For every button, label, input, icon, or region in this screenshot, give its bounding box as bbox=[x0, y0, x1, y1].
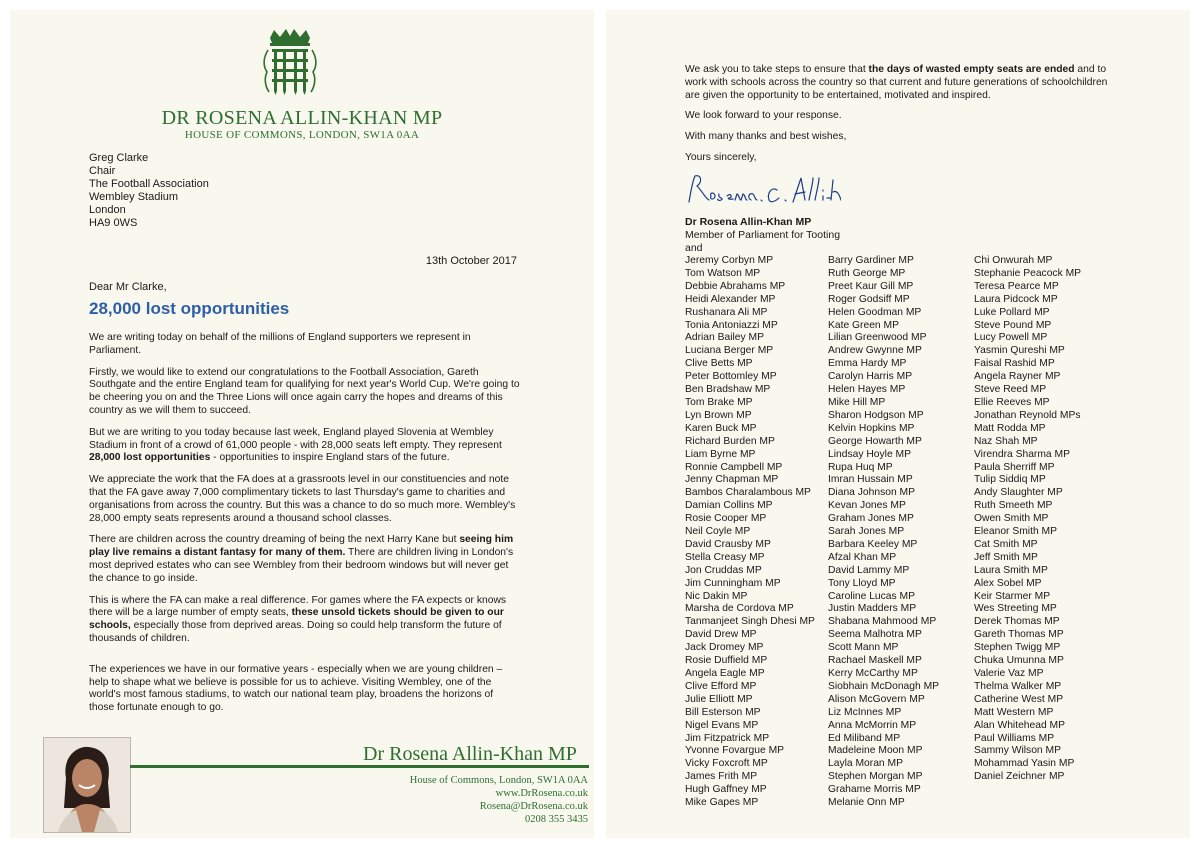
cosignatory-name: Kelvin Hopkins MP bbox=[828, 422, 915, 434]
cosignatory-name: David Drew MP bbox=[685, 629, 757, 641]
cosignatory-list-column-1 bbox=[685, 255, 815, 810]
cosignatory-name: Jim Fitzpatrick MP bbox=[685, 732, 770, 744]
cosignatory-name: Karen Buck MP bbox=[685, 422, 757, 434]
cosignatory-name: Graham Jones MP bbox=[828, 513, 914, 525]
cosignatory-name: Daniel Zeichner MP bbox=[974, 771, 1065, 783]
cosignatory-name: Eleanor Smith MP bbox=[974, 526, 1057, 538]
footer-name: Dr Rosena Allin-Khan MP bbox=[363, 743, 577, 765]
letterhead-address: HOUSE OF COMMONS, LONDON, SW1A 0AA bbox=[184, 129, 420, 141]
cosignatory-name: Rosie Cooper MP bbox=[685, 513, 767, 525]
cosignatory-name: Liam Byrne MP bbox=[685, 448, 756, 460]
sign-off: Yours sincerely, bbox=[685, 151, 757, 163]
cosignatory-name: Kate Green MP bbox=[828, 319, 899, 331]
cosignatory-name: Tanmanjeet Singh Dhesi MP bbox=[685, 616, 815, 628]
cosignatory-name: David Lammy MP bbox=[828, 564, 910, 576]
recipient-address bbox=[89, 152, 209, 230]
cosignatory-name: Diana Johnson MP bbox=[828, 487, 916, 499]
cosignatory-name: Valerie Vaz MP bbox=[974, 668, 1044, 679]
cosignatory-name: Gareth Thomas MP bbox=[974, 629, 1064, 641]
cosignatory-name: Helen Goodman MP bbox=[828, 306, 922, 318]
signer-name: Dr Rosena Allin-Khan MP bbox=[685, 216, 812, 228]
emphasis: seeing him play live remains a distant fantasy for many of them. bbox=[89, 534, 514, 559]
footer-divider bbox=[130, 765, 589, 768]
cosignatory-name: Sharon Hodgson MP bbox=[828, 409, 924, 421]
cosignatory-name: Roger Godsiff MP bbox=[828, 293, 910, 305]
cosignatory-name: Naz Shah MP bbox=[974, 435, 1038, 447]
cosignatory-name: Ben Bradshaw MP bbox=[685, 384, 771, 396]
letterhead-name: DR ROSENA ALLIN-KHAN MP bbox=[161, 107, 443, 129]
cosignatory-name: Matt Rodda MP bbox=[974, 422, 1046, 434]
cosignatory-name: David Crausby MP bbox=[685, 538, 771, 550]
cosignatory-name: Richard Burden MP bbox=[685, 435, 775, 447]
cosignatory-name: Stephen Twigg MP bbox=[974, 642, 1061, 654]
cosignatory-name: Nigel Evans MP bbox=[685, 719, 759, 731]
paragraph: We look forward to your response. bbox=[685, 110, 842, 122]
cosignatory-name: Catherine West MP bbox=[974, 693, 1064, 705]
cosignatory-name: Tony Lloyd MP bbox=[828, 577, 896, 589]
recipient-line: HA9 0WS bbox=[89, 217, 138, 229]
emphasis: the days of wasted empty seats are ended bbox=[868, 64, 1075, 75]
paragraph: This is where the FA can make a real difference. For games where the FA expects or knows there will be a large number of empty seats, these unsold tickets should be given to our schools, especially those from deprived areas. Doing so could help transform the future of thousands of children. bbox=[89, 594, 507, 644]
cosignatory-name: Lucy Powell MP bbox=[974, 332, 1048, 344]
cosignatory-name: Nic Dakin MP bbox=[685, 590, 748, 602]
cosignatory-name: Stephen Morgan MP bbox=[828, 771, 923, 783]
cosignatory-name: Heidi Alexander MP bbox=[685, 293, 776, 305]
cosignatory-name: Carolyn Harris MP bbox=[828, 371, 913, 383]
paragraph: There are children across the country dreaming of being the next Harry Kane but seeing him play live remains a distant fantasy for many of them. There are children living in London's most deprived estates who can see Wembley from their bedroom windows but will never get the chance to go inside. bbox=[89, 534, 514, 584]
cosignatory-name: Alan Whitehead MP bbox=[974, 719, 1066, 731]
cosignatory-name: Tom Brake MP bbox=[685, 396, 753, 408]
cosignatory-name: Anna McMorrin MP bbox=[828, 719, 917, 731]
cosignatory-name: Virendra Sharma MP bbox=[974, 448, 1070, 460]
cosignatory-list-column-2 bbox=[828, 255, 939, 810]
cosignatory-name: Ruth Smeeth MP bbox=[974, 500, 1053, 512]
portrait-illustration bbox=[44, 738, 130, 832]
cosignatory-name: Cat Smith MP bbox=[974, 538, 1038, 550]
cosignatory-name: Andrew Gwynne MP bbox=[828, 345, 922, 357]
cosignatory-name: Scott Mann MP bbox=[828, 642, 899, 654]
cosignatory-name: James Frith MP bbox=[685, 771, 758, 783]
cosignatory-name: Lindsay Hoyle MP bbox=[828, 448, 911, 460]
cosignatory-name: Julie Elliott MP bbox=[685, 693, 753, 705]
letter-page-1 bbox=[10, 10, 594, 838]
cosignatory-name: Caroline Lucas MP bbox=[828, 590, 915, 602]
cosignatories-intro: and bbox=[685, 242, 703, 254]
emphasis: these unsold tickets should be given to our schools, bbox=[89, 607, 504, 632]
cosignatory-name: Jon Cruddas MP bbox=[685, 564, 762, 576]
cosignatory-name: Jeremy Corbyn MP bbox=[685, 255, 774, 266]
cosignatory-name: Wes Streeting MP bbox=[974, 603, 1057, 615]
recipient-line: Wembley Stadium bbox=[89, 191, 179, 203]
cosignatory-list-column-3 bbox=[974, 255, 1081, 784]
cosignatory-name: Paula Sherriff MP bbox=[974, 461, 1055, 473]
recipient-line: London bbox=[89, 204, 126, 216]
mp-portrait-photo bbox=[43, 737, 131, 833]
cosignatory-name: Emma Hardy MP bbox=[828, 358, 907, 370]
cosignatory-name: Steve Reed MP bbox=[974, 384, 1047, 396]
cosignatory-name: Tonia Antoniazzi MP bbox=[685, 319, 778, 331]
cosignatory-name: Rupa Huq MP bbox=[828, 461, 893, 473]
cosignatory-name: Barry Gardiner MP bbox=[828, 255, 914, 266]
cosignatory-name: Alex Sobel MP bbox=[974, 577, 1042, 589]
cosignatory-name: Barbara Keeley MP bbox=[828, 538, 918, 550]
cosignatory-name: Madeleine Moon MP bbox=[828, 745, 923, 757]
cosignatory-name: Jack Dromey MP bbox=[685, 642, 764, 654]
cosignatory-name: Steve Pound MP bbox=[974, 319, 1052, 331]
letter-body-continued bbox=[685, 64, 1125, 173]
cosignatory-name: Shabana Mahmood MP bbox=[828, 616, 937, 628]
cosignatory-name: Mohammad Yasin MP bbox=[974, 758, 1075, 770]
cosignatory-name: Rosie Duffield MP bbox=[685, 655, 768, 667]
cosignatory-name: Preet Kaur Gill MP bbox=[828, 280, 914, 292]
cosignatory-name: Angela Rayner MP bbox=[974, 371, 1061, 383]
cosignatory-name: Siobhain McDonagh MP bbox=[828, 680, 940, 692]
cosignatory-name: Bambos Charalambous MP bbox=[685, 487, 811, 499]
recipient-line: Greg Clarke bbox=[89, 152, 149, 164]
paragraph: We ask you to take steps to ensure that the days of wasted empty seats are ended and to work with schools across the country so that current and future generations of schoolchildren are given the opportunity to be entertained, motivated and inspired. bbox=[685, 64, 1108, 101]
cosignatory-name: Teresa Pearce MP bbox=[974, 280, 1059, 292]
cosignatory-name: Jenny Chapman MP bbox=[685, 474, 779, 486]
cosignatory-name: Laura Smith MP bbox=[974, 564, 1048, 576]
cosignatory-name: Laura Pidcock MP bbox=[974, 293, 1058, 305]
cosignatory-name: Mike Hill MP bbox=[828, 396, 886, 408]
letter-headline: 28,000 lost opportunities bbox=[89, 299, 290, 318]
cosignatory-name: Damian Collins MP bbox=[685, 500, 773, 512]
cosignatory-name: Chi Onwurah MP bbox=[974, 255, 1053, 266]
cosignatory-name: Matt Western MP bbox=[974, 706, 1054, 718]
cosignatory-name: Clive Efford MP bbox=[685, 680, 757, 692]
cosignatory-name: Ronnie Campbell MP bbox=[685, 461, 783, 473]
cosignatory-name: Sarah Jones MP bbox=[828, 526, 905, 538]
emphasis: 28,000 lost opportunities bbox=[89, 452, 211, 464]
cosignatory-name: Rushanara Ali MP bbox=[685, 306, 768, 318]
cosignatory-name: Melanie Onn MP bbox=[828, 797, 905, 809]
cosignatory-name: Chuka Umunna MP bbox=[974, 655, 1064, 667]
cosignatory-name: Luke Pollard MP bbox=[974, 306, 1050, 318]
paragraph: But we are writing to you today because last week, England played Slovenia at Wembley Stadium in front of a crowd of 61,000 people - with 28,000 seats left empty. They represent 28,000 lost opportunities - opportunities to inspire England stars of the future. bbox=[89, 426, 502, 464]
cosignatory-name: Tulip Siddiq MP bbox=[974, 474, 1046, 486]
portcullis-logo-icon bbox=[260, 28, 320, 100]
cosignatory-name: Jonathan Reynold MPs bbox=[974, 409, 1081, 421]
footer-address: House of Commons, London, SW1A 0AA bbox=[409, 775, 588, 786]
footer-email-link[interactable]: Rosena@DrRosena.co.uk bbox=[479, 801, 588, 812]
cosignatory-name: Peter Bottomley MP bbox=[685, 371, 777, 383]
footer-website-link[interactable]: www.DrRosena.co.uk bbox=[495, 788, 588, 799]
footer-contact bbox=[330, 774, 588, 826]
cosignatory-name: Jim Cunningham MP bbox=[685, 577, 781, 589]
cosignatory-name: Thelma Walker MP bbox=[974, 680, 1062, 692]
cosignatory-name: Marsha de Cordova MP bbox=[685, 603, 794, 615]
paragraph: The experiences we have in our formative years - especially when we are young children – help to shape what we believe is possible for us to achieve. Visiting Wembley, one of the world's most famous stadiums, to watch our national team play, broadens the horizons of those fortunate enough to go. bbox=[89, 663, 503, 714]
cosignatory-name: Ellie Reeves MP bbox=[974, 396, 1050, 408]
cosignatory-name: Derek Thomas MP bbox=[974, 616, 1060, 628]
cosignatory-name: Paul Williams MP bbox=[974, 732, 1055, 744]
paragraph: With many thanks and best wishes, bbox=[685, 131, 847, 143]
cosignatory-name: Stella Creasy MP bbox=[685, 551, 765, 563]
cosignatory-name: Lyn Brown MP bbox=[685, 409, 752, 421]
cosignatory-name: Kevan Jones MP bbox=[828, 500, 906, 512]
cosignatory-name: Clive Betts MP bbox=[685, 358, 753, 370]
cosignatory-name: Sammy Wilson MP bbox=[974, 745, 1061, 757]
paragraph: Firstly, we would like to extend our congratulations to the Football Association, Gareth Southgate and the entire England team for qualifying for next year's World Cup. We're going to be cheering you on and the Three Lions will once again carry the hopes and dreams of this country as we will them to succeed. bbox=[89, 366, 520, 416]
cosignatory-name: Kerry McCarthy MP bbox=[828, 668, 918, 679]
cosignatory-name: Layla Moran MP bbox=[828, 758, 903, 770]
cosignatory-name: Andy Slaughter MP bbox=[974, 487, 1063, 499]
cosignatory-name: Vicky Foxcroft MP bbox=[685, 758, 768, 770]
paragraph: We appreciate the work that the FA does at a grassroots level in our constituencies and note that the FA gave away 7,000 complimentary tickets to last Thursday's game to charities and organisations from across the country. But this was a chance to do so much more. Wembley's 28,000 empty seats represents around a thousand school classes. bbox=[89, 474, 516, 524]
signer-title: Member of Parliament for Tooting bbox=[685, 229, 841, 241]
cosignatory-name: Keir Starmer MP bbox=[974, 590, 1051, 602]
recipient-line: The Football Association bbox=[89, 178, 209, 190]
cosignatory-name: George Howarth MP bbox=[828, 435, 922, 447]
recipient-line: Chair bbox=[89, 165, 116, 177]
cosignatory-name: Neil Coyle MP bbox=[685, 526, 751, 538]
cosignatory-name: Rachael Maskell MP bbox=[828, 655, 922, 667]
cosignatory-name: Seema Malhotra MP bbox=[828, 629, 922, 641]
cosignatory-name: Helen Hayes MP bbox=[828, 384, 906, 396]
letter-page-2 bbox=[606, 10, 1190, 838]
cosignatory-name: Yasmin Qureshi MP bbox=[974, 345, 1065, 357]
cosignatory-name: Ruth George MP bbox=[828, 267, 906, 279]
footer-phone: 0208 355 3435 bbox=[525, 814, 588, 825]
cosignatory-name: Liz McInnes MP bbox=[828, 706, 902, 718]
cosignatory-name: Faisal Rashid MP bbox=[974, 358, 1055, 370]
cosignatory-name: Ed Miliband MP bbox=[828, 732, 901, 744]
cosignatory-name: Jeff Smith MP bbox=[974, 551, 1038, 563]
cosignatory-name: Stephanie Peacock MP bbox=[974, 267, 1082, 279]
cosignatory-name: Grahame Morris MP bbox=[828, 784, 921, 796]
cosignatory-name: Mike Gapes MP bbox=[685, 797, 759, 809]
cosignatory-name: Angela Eagle MP bbox=[685, 668, 765, 679]
paragraph: We are writing today on behalf of the millions of England supporters we represent in Parliament. bbox=[89, 332, 471, 356]
handwritten-signature bbox=[681, 170, 841, 210]
cosignatory-name: Tom Watson MP bbox=[685, 267, 761, 279]
cosignatory-name: Lilian Greenwood MP bbox=[828, 332, 927, 344]
cosignatory-name: Hugh Gaffney MP bbox=[685, 784, 767, 796]
letter-date: 13th October 2017 bbox=[425, 255, 517, 267]
cosignatory-name: Adrian Bailey MP bbox=[685, 332, 764, 344]
cosignatory-name: Debbie Abrahams MP bbox=[685, 280, 786, 292]
letter-body bbox=[89, 332, 521, 724]
cosignatory-name: Afzal Khan MP bbox=[828, 551, 897, 563]
cosignatory-name: Alison McGovern MP bbox=[828, 693, 925, 705]
cosignatory-name: Bill Esterson MP bbox=[685, 706, 761, 718]
cosignatory-name: Luciana Berger MP bbox=[685, 345, 774, 357]
cosignatory-name: Owen Smith MP bbox=[974, 513, 1049, 525]
cosignatory-name: Justin Madders MP bbox=[828, 603, 917, 615]
cosignatory-name: Yvonne Fovargue MP bbox=[685, 745, 785, 757]
cosignatory-name: Imran Hussain MP bbox=[828, 474, 913, 486]
salutation: Dear Mr Clarke, bbox=[89, 281, 167, 293]
